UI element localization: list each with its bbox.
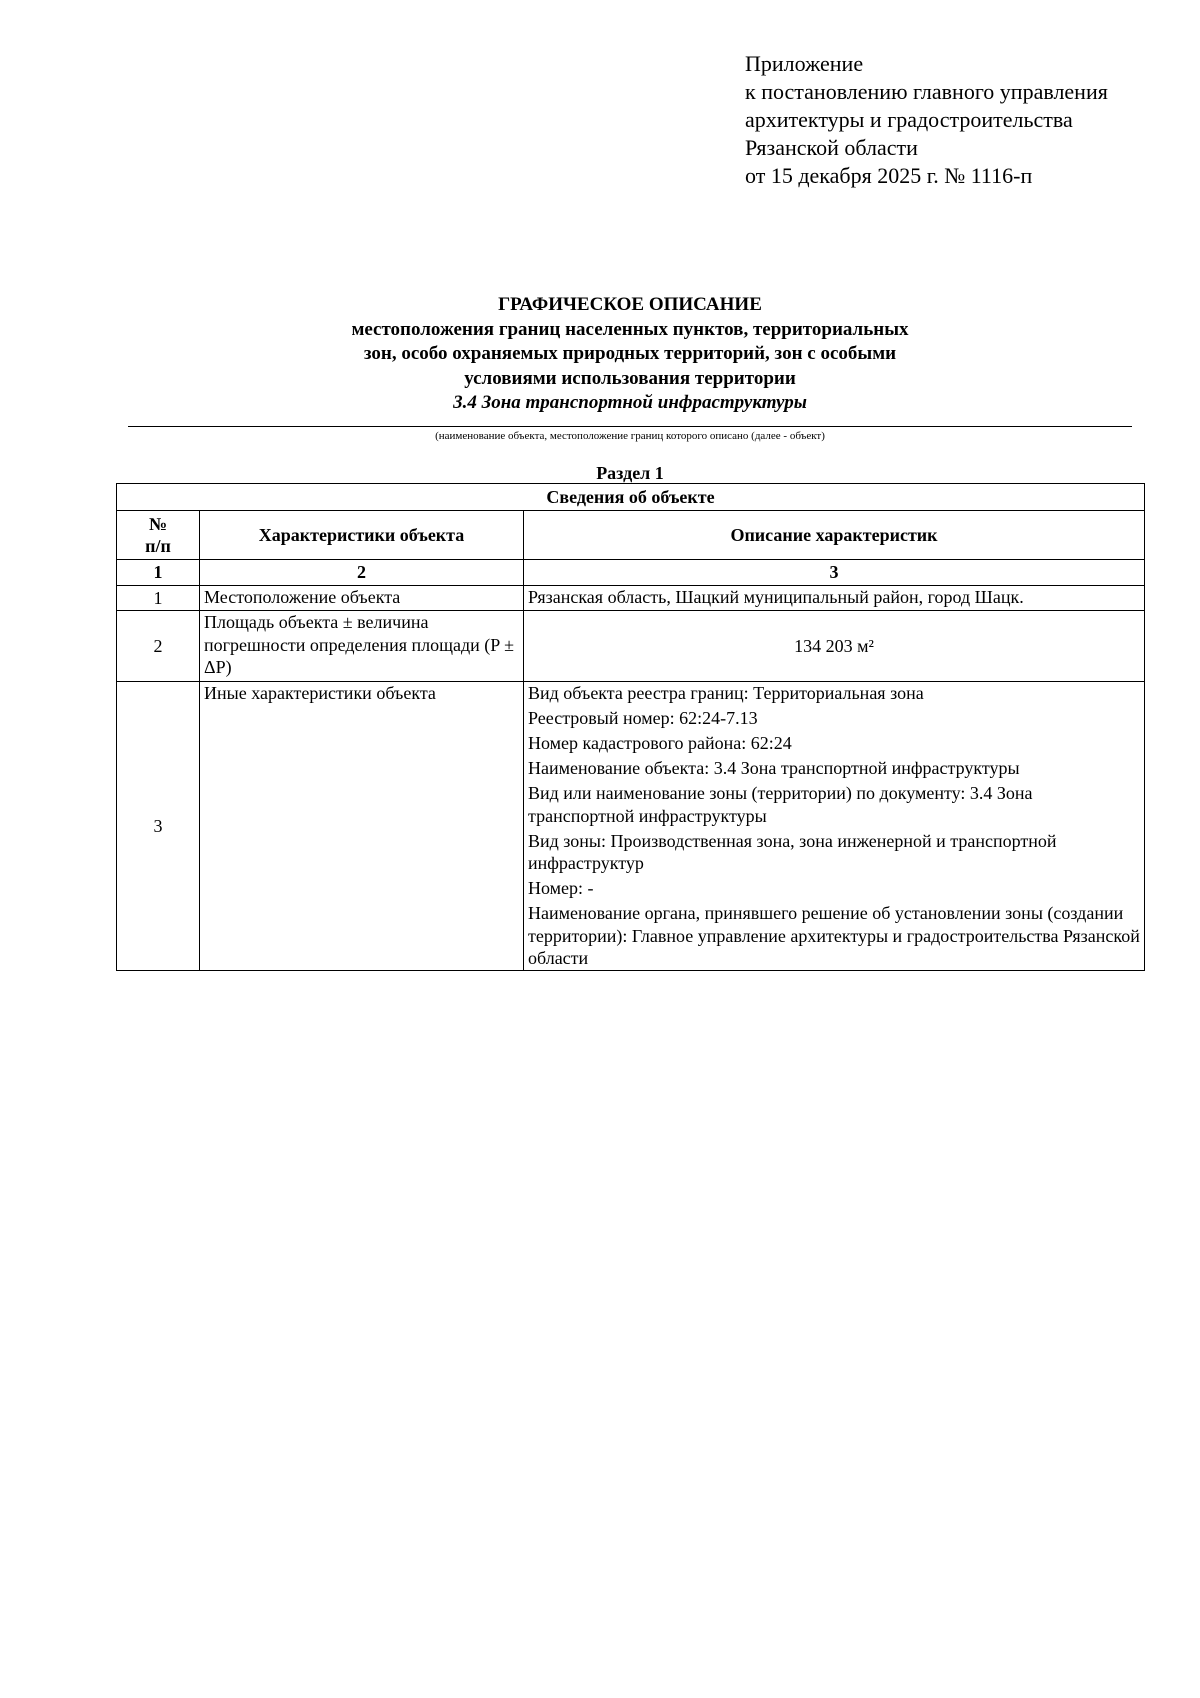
object-name-caption: (наименование объекта, местоположение границ которого описано (далее - объект) <box>435 430 825 442</box>
row-number: 3 <box>117 682 200 971</box>
description-line: Вид или наименование зоны (территории) по документу: 3.4 Зона транспортной инфраструктуры <box>528 783 1033 826</box>
appendix-line: архитектуры и градостроительства <box>745 107 1073 132</box>
row-characteristic: Площадь объекта ± величина погрешности определения площади (P ± ΔP) <box>200 611 524 682</box>
row-description <box>524 682 1145 971</box>
column-number: 2 <box>200 560 524 586</box>
description-line: Наименование органа, принявшего решение об установлении зоны (создании территории): Главное управление архитектуры и градостроительства Рязанской области <box>528 903 1140 968</box>
description-line: Вид объекта реестра границ: Территориальная зона <box>528 683 924 703</box>
header-num-line: п/п <box>145 536 171 556</box>
title-subtitle-line: условиями использования территории <box>464 367 796 389</box>
column-number: 3 <box>524 560 1145 586</box>
table-row <box>117 682 1145 971</box>
description-line: Реестровый номер: 62:24-7.13 <box>528 708 758 728</box>
document-title <box>128 293 1132 416</box>
appendix-line: Рязанской области <box>745 135 918 160</box>
header-description: Описание характеристик <box>524 511 1145 560</box>
description-line: Номер кадастрового района: 62:24 <box>528 733 792 753</box>
title-subtitle-line: местоположения границ населенных пунктов, территориальных <box>351 318 909 340</box>
section-title: Раздел 1 <box>596 463 664 483</box>
description-line: Номер: - <box>528 878 594 898</box>
table-row <box>117 586 1145 611</box>
header-characteristics: Характеристики объекта <box>200 511 524 560</box>
table-row <box>117 611 1145 682</box>
row-description: 134 203 м² <box>524 611 1145 682</box>
row-description: Рязанская область, Шацкий муниципальный район, город Шацк. <box>524 586 1145 611</box>
column-number-row <box>117 560 1145 586</box>
object-name: 3.4 Зона транспортной инфраструктуры <box>453 392 807 413</box>
appendix-line: к постановлению главного управления <box>745 79 1108 104</box>
row-characteristic: Иные характеристики объекта <box>200 682 524 971</box>
appendix-line: Приложение <box>745 51 864 76</box>
title-subtitle-line: зон, особо охраняемых природных территорий, зон с особыми <box>363 343 897 364</box>
appendix-header <box>745 50 1108 190</box>
table-header-row <box>117 511 1145 560</box>
header-num-line: № <box>148 513 168 534</box>
row-number: 2 <box>117 611 200 682</box>
object-name-underline <box>128 426 1132 427</box>
title-main: ГРАФИЧЕСКОЕ ОПИСАНИЕ <box>498 294 762 315</box>
row-characteristic: Местоположение объекта <box>200 586 524 611</box>
description-line: Наименование объекта: 3.4 Зона транспортной инфраструктуры <box>528 758 1020 778</box>
appendix-line: от 15 декабря 2025 г. № 1116-п <box>745 163 1033 188</box>
header-num <box>117 511 200 560</box>
object-info-table <box>116 483 1145 971</box>
column-number: 1 <box>117 560 200 586</box>
description-line: Вид зоны: Производственная зона, зона инженерной и транспортной инфраструктур <box>528 830 1057 873</box>
row-number: 1 <box>117 586 200 611</box>
table-caption: Сведения об объекте <box>117 484 1145 511</box>
table-caption-row <box>117 484 1145 511</box>
